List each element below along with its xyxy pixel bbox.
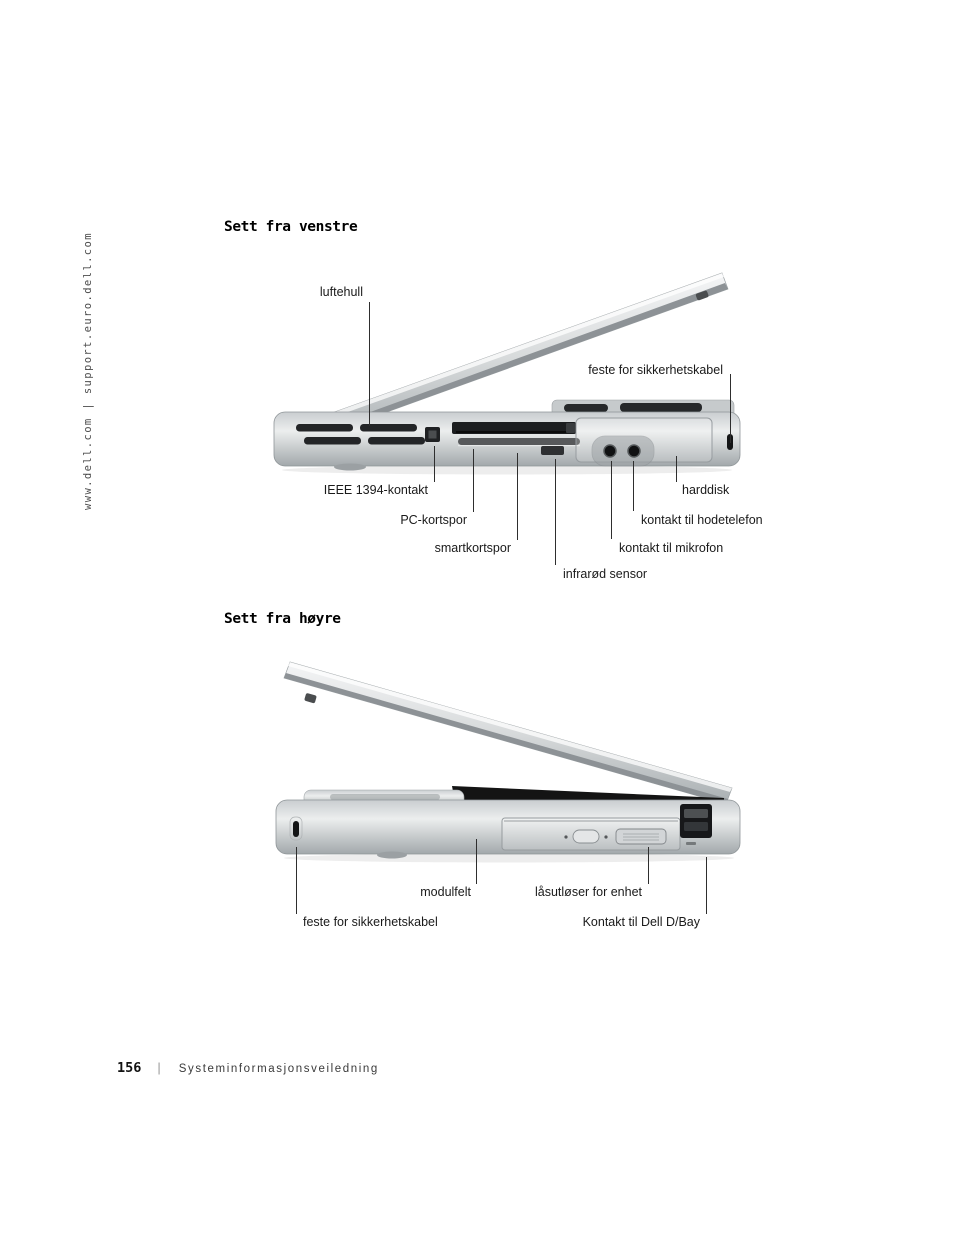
footer-doc-title: Systeminformasjonsveiledning xyxy=(178,1063,379,1075)
callout-line-mikrofon xyxy=(611,461,612,539)
callout-line-sikkerhetskabel-1 xyxy=(730,374,731,443)
display-latch-hook xyxy=(304,693,317,704)
callout-label-modulfelt: modulfelt xyxy=(420,885,471,899)
ieee1394-port xyxy=(425,427,440,442)
callout-line-luftehull xyxy=(369,302,370,426)
callout-label-ieee1394: IEEE 1394-kontakt xyxy=(323,483,428,497)
callout-line-dbay xyxy=(706,857,707,914)
callout-label-sikkerhetskabel-2: feste for sikkerhetskabel xyxy=(303,915,438,929)
callout-label-harddisk: harddisk xyxy=(682,483,730,497)
optical-drive-eject-button xyxy=(573,830,599,843)
audio-jacks xyxy=(592,436,654,466)
footer-page-number: 156 xyxy=(117,1060,142,1076)
callout-label-pc-kortspor: PC-kortspor xyxy=(400,513,467,527)
rubber-foot xyxy=(377,852,407,859)
pc-card-slot xyxy=(452,422,576,434)
callout-line-modulfelt xyxy=(476,839,477,884)
infrared-sensor xyxy=(541,446,564,455)
callout-line-infrarod-sensor xyxy=(555,459,556,565)
sidebar-url-text: www.dell.com | support.euro.dell.com xyxy=(82,232,94,510)
callout-label-sikkerhetskabel-1: feste for sikkerhetskabel xyxy=(588,363,723,377)
rubber-foot xyxy=(334,464,366,471)
callout-label-mikrofon: kontakt til mikrofon xyxy=(619,541,724,555)
callout-line-ieee1394 xyxy=(434,446,435,482)
callout-label-luftehull: luftehull xyxy=(319,285,363,299)
callout-line-harddisk xyxy=(676,456,677,482)
callout-label-hodetelefon: kontakt til hodetelefon xyxy=(641,513,763,527)
callout-label-smartkortspor: smartkortspor xyxy=(434,541,511,555)
headphone-jack xyxy=(628,445,640,457)
callout-line-hodetelefon xyxy=(633,461,634,511)
page-footer xyxy=(117,1060,379,1076)
microphone-jack xyxy=(604,445,616,457)
laptop-lid xyxy=(284,662,732,804)
callout-line-pc-kortspor xyxy=(473,449,474,512)
laptop-shadow xyxy=(284,854,734,863)
figure-right-side-view xyxy=(272,652,744,866)
callout-label-lasutloser: låsutløser for enhet xyxy=(535,885,642,899)
callout-line-lasutloser xyxy=(648,847,649,884)
callout-line-smartkortspor xyxy=(517,453,518,540)
laptop-right-side-photo xyxy=(272,652,744,866)
heading-left-view: Sett fra venstre xyxy=(224,219,358,235)
device-latch-release xyxy=(616,829,666,844)
heading-right-view: Sett fra høyre xyxy=(224,611,341,627)
callout-label-infrarod-sensor: infrarød sensor xyxy=(563,567,648,581)
smart-card-slot xyxy=(458,438,580,446)
callout-label-dbay: Kontakt til Dell D/Bay xyxy=(582,915,700,929)
callout-line-sikkerhetskabel-2 xyxy=(296,847,297,914)
footer-separator: | xyxy=(157,1060,161,1075)
